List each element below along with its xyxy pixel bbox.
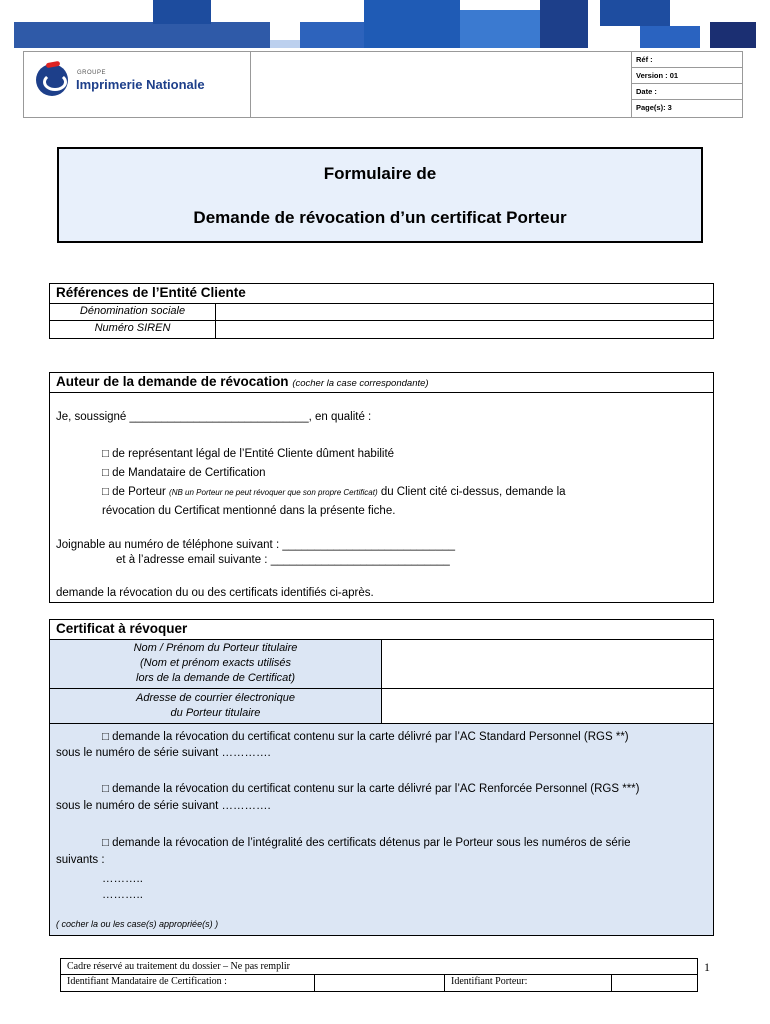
certificat-heading: Certificat à révoquer: [56, 621, 188, 636]
certificat-note: ( cocher la ou les case(s) appropriée(s) ): [56, 919, 219, 929]
siren-label: Numéro SIREN: [94, 322, 171, 334]
logo-groupe-text: GROUPE: [77, 70, 107, 76]
checkbox-integralite-line1[interactable]: □ demande la révocation de l’intégralité des certificats détenus par le Porteur sous les numéros de série: [102, 837, 631, 849]
document-header: [23, 51, 743, 118]
ref-field: Réf :: [632, 52, 742, 68]
footer-mandataire-label: Identifiant Mandataire de Certification :: [67, 976, 227, 987]
demande-line: demande la révocation du ou des certificats identifiés ci-après.: [56, 587, 374, 599]
page-number: 1: [704, 960, 710, 974]
serial-dots-1[interactable]: ………..: [102, 873, 143, 885]
form-title-line1: Formulaire de: [323, 164, 437, 183]
version-field: Version : 01: [632, 68, 742, 84]
form-title-box: [57, 147, 703, 243]
checkbox-porteur[interactable]: □ de Porteur (NB un Porteur ne peut révoquer que son propre Certificat) du Client cité ci-dessus, demande la: [102, 486, 566, 498]
siren-input[interactable]: [216, 321, 713, 338]
denomination-label: Dénomination sociale: [79, 305, 186, 317]
references-table: [49, 283, 714, 339]
checkbox-mandataire[interactable]: □ de Mandataire de Certification: [102, 467, 266, 479]
checkbox-standard-line1[interactable]: □ demande la révocation du certificat contenu sur la carte délivré par l’AC Standard Personnel (RGS **): [102, 731, 629, 743]
footer-table: [60, 958, 698, 992]
checkbox-representant-legal[interactable]: □ de représentant légal de l’Entité Cliente dûment habilité: [102, 448, 395, 460]
porteur-continuation: révocation du Certificat mentionné dans la présente fiche.: [102, 505, 396, 517]
form-title-line2: Demande de révocation d’un certificat Porteur: [193, 208, 567, 227]
nom-porteur-input[interactable]: [382, 640, 713, 688]
footer-reserve-text: Cadre réservé au traitement du dossier – Ne pas remplir: [67, 961, 290, 972]
soussigne-line[interactable]: Je, soussigné ____________________________, en qualité :: [56, 411, 372, 423]
email-line[interactable]: et à l’adresse email suivante : ____________________________: [116, 554, 450, 566]
certificat-section: [49, 619, 714, 936]
denomination-input[interactable]: [216, 304, 713, 320]
auteur-heading: Auteur de la demande de révocation (cocher la case correspondante): [56, 374, 429, 389]
email-porteur-input[interactable]: [382, 689, 713, 723]
imprimerie-nationale-logo-icon: [36, 64, 68, 96]
checkbox-renforcee-line1[interactable]: □ demande la révocation du certificat contenu sur la carte délivré par l’AC Renforcée Personnel (RGS ***): [102, 783, 640, 795]
auteur-section: [49, 372, 714, 603]
pages-field: Page(s): 3: [636, 103, 672, 112]
serial-dots-2[interactable]: ………..: [102, 889, 143, 901]
checkbox-renforcee-line2: sous le numéro de série suivant ………….: [56, 800, 271, 812]
header-middle-cell: [251, 52, 632, 117]
date-field: Date :: [632, 84, 742, 100]
logo-name-text: Imprimerie Nationale: [76, 77, 205, 92]
checkbox-integralite-line2: suivants :: [56, 854, 105, 866]
auteur-heading-note: (cocher la case correspondante): [292, 378, 429, 389]
nom-porteur-label: Nom / Prénom du Porteur titulaire (Nom et prénom exacts utilisés lors de la demande de Certificat): [133, 642, 298, 684]
footer-porteur-label: Identifiant Porteur:: [451, 976, 528, 987]
footer-porteur-input[interactable]: [612, 975, 697, 991]
phone-line[interactable]: Joignable au numéro de téléphone suivant : ___________________________: [56, 539, 456, 551]
checkbox-standard-line2: sous le numéro de série suivant ………….: [56, 747, 271, 759]
email-porteur-label: Adresse de courrier électronique du Porteur titulaire: [136, 692, 295, 719]
logo-cell: [24, 52, 251, 117]
footer-mandataire-input[interactable]: [315, 975, 443, 991]
references-heading: Références de l’Entité Cliente: [56, 285, 246, 300]
document-meta: [632, 52, 742, 117]
